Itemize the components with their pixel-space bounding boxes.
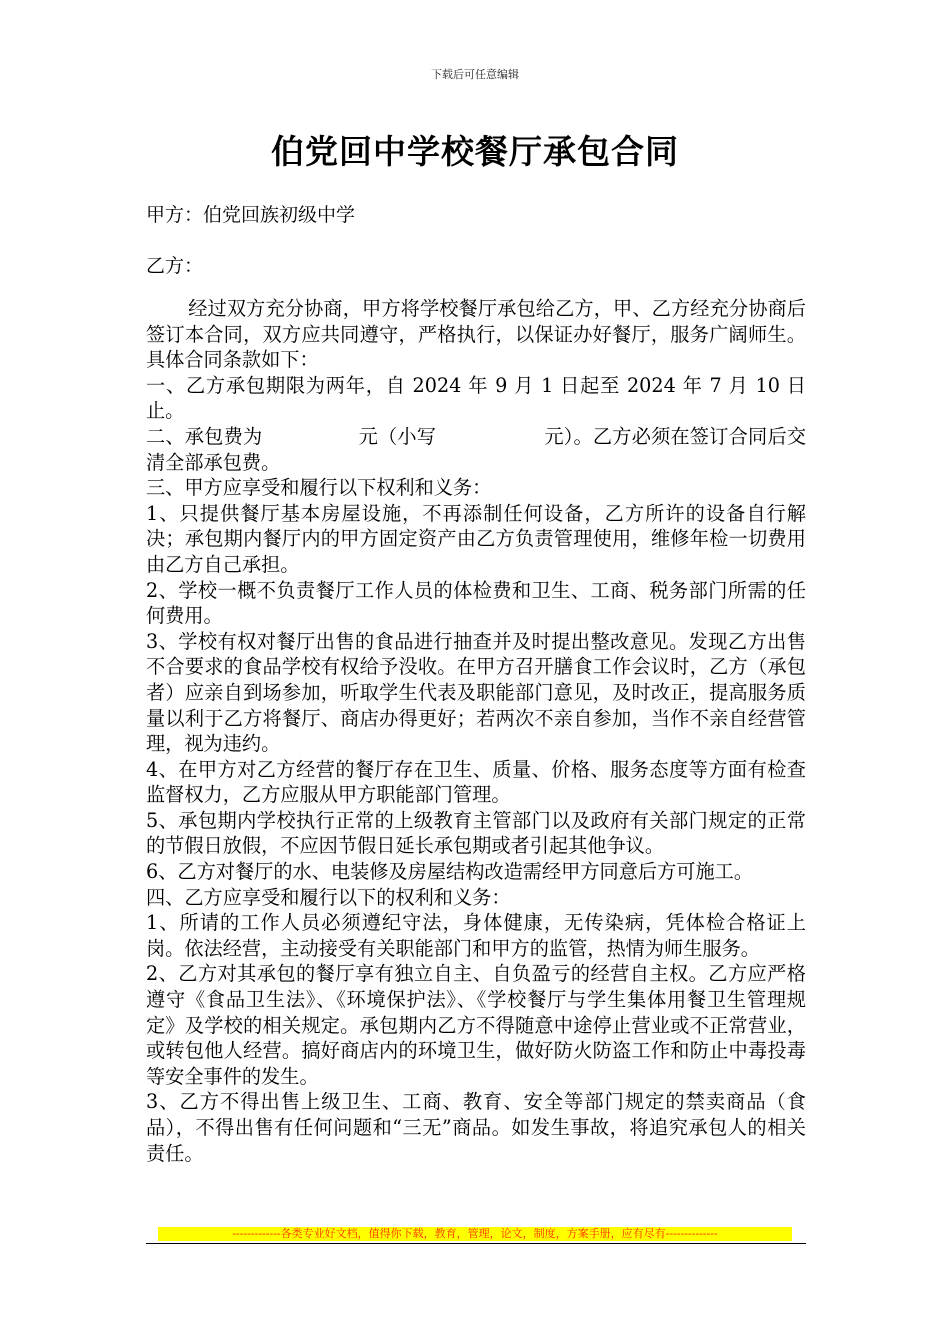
clause-3-item: 3、学校有权对餐厅出售的食品进行抽查并及时提出整改意见。发现乙方出售不合要求的食品学校有权给予没收。在甲方召开膳食工作会议时，乙方（承包者）应亲自到场参加，听取学生代表及职能部门意见，及时改正，提高服务质量以利于乙方将餐厅、商店办得更好；若两次不亲自参加，当作不亲自经营管理，视为违约。	[146, 629, 806, 756]
clause-3-item: 5、承包期内学校执行正常的上级教育主管部门以及政府有关部门规定的正常的节假日放假，不应因节假日延长承包期或者引起其他争议。	[146, 808, 806, 858]
clause-3-item: 1、只提供餐厅基本房屋设施，不再添制任何设备，乙方所许的设备自行解决；承包期内餐厅内的甲方固定资产由乙方负责管理使用，维修年检一切费用由乙方自己承担。	[146, 501, 806, 576]
clause-3-item: 2、学校一概不负责餐厅工作人员的体检费和卫生、工商、税务部门所需的任何费用。	[146, 578, 806, 628]
clause-2	[146, 424, 806, 475]
clause-2-part-3: 元）。乙方必须在签订合同后交清全部承包费。	[146, 424, 807, 474]
clause-2-part-1: 二、承包费为	[146, 424, 263, 448]
clause-3-item: 6、乙方对餐厅的水、电装修及房屋结构改造需经甲方同意后方可施工。	[146, 860, 754, 884]
page-header-note: 下载后可任意编辑	[431, 68, 519, 81]
footer-divider	[146, 1243, 806, 1244]
party-a: 甲方：伯党回族初级中学	[146, 204, 356, 226]
party-b: 乙方：	[146, 255, 204, 277]
clause-4-item: 1、所请的工作人员必须遵纪守法，身体健康，无传染病，凭体检合格证上岗。依法经营，主动接受有关职能部门和甲方的监管，热情为师生服务。	[146, 911, 806, 960]
contract-body	[146, 296, 806, 1166]
clause-3-heading: 三、甲方应享受和履行以下权利和义务：	[146, 476, 492, 500]
clause-4-item: 2、乙方对其承包的餐厅享有独立自主、自负盈亏的经营自主权。乙方应严格遵守《食品卫生法》、《环境保护法》、《学校餐厅与学生集体用餐卫生管理规定》及学校的相关规定。承包期内乙方不得随意中途停止营业或不正常营业，或转包他人经营。搞好商店内的环境卫生，做好防火防盗工作和防止中毒投毒等安全事件的发生。	[146, 962, 806, 1088]
document-title: 伯党回中学校餐厅承包合同	[271, 132, 679, 171]
clause-4-heading: 四、乙方应享受和履行以下的权利和义务：	[146, 885, 511, 909]
clause-4-item: 3、乙方不得出售上级卫生、工商、教育、安全等部门规定的禁卖商品（食品），不得出售有任何问题和“三无”商品。如发生事故，将追究承包人的相关责任。	[146, 1090, 806, 1165]
clause-2-part-2: 元（小写	[358, 424, 437, 448]
intro-paragraph: 经过双方充分协商，甲方将学校餐厅承包给乙方，甲、乙方经充分协商后签订本合同，双方应共同遵守，严格执行，以保证办好餐厅，服务广阔师生。具体合同条款如下：	[146, 297, 806, 372]
clause-1: 一、乙方承包期限为两年，自 2024 年 9 月 1 日起至 2024 年 7 月 10 日止。	[146, 373, 806, 423]
clause-3-item: 4、在甲方对乙方经营的餐厅存在卫生、质量、价格、服务态度等方面有检查监督权力，乙方应服从甲方职能部门管理。	[146, 757, 806, 807]
footer-banner: -------------各类专业好文档，值得你下载，教育，管理，论文，制度，方案手册，应有尽有--------------	[158, 1227, 792, 1241]
